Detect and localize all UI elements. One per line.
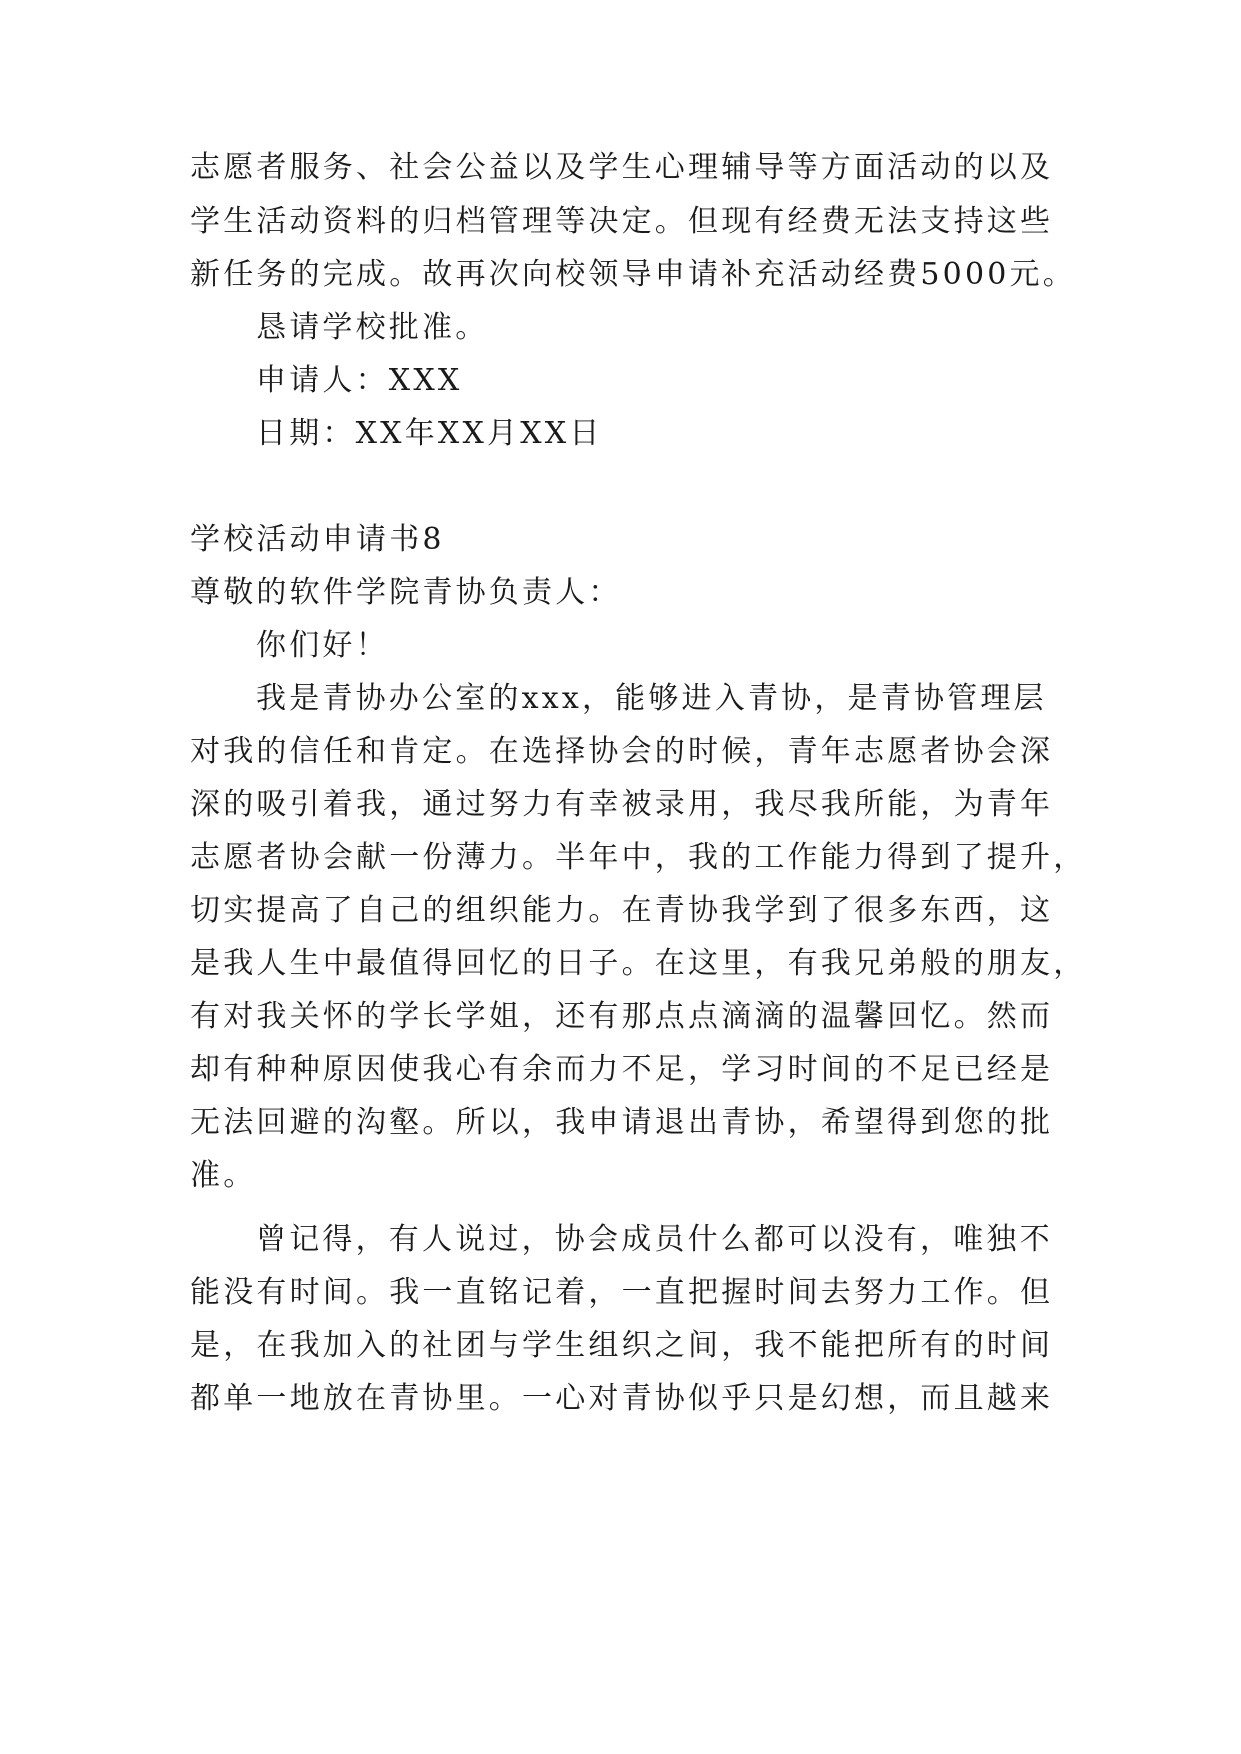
salutation: 尊敬的软件学院青协负责人：	[190, 575, 622, 610]
closing-line: 恳请学校批准。	[256, 310, 489, 345]
date-line: 日期：XX年XX月XX日	[256, 416, 603, 451]
paragraph-line: 志愿者协会献一份薄力。半年中，我的工作能力得到了提升，	[190, 840, 1087, 875]
text-line: 学生活动资料的归档管理等决定。但现有经费无法支持这些	[190, 204, 1054, 239]
paragraph-line: 深的吸引着我，通过努力有幸被录用，我尽我所能，为青年	[190, 787, 1054, 822]
paragraph-line: 能没有时间。我一直铭记着，一直把握时间去努力工作。但	[190, 1275, 1054, 1310]
paragraph-line: 是我人生中最值得回忆的日子。在这里，有我兄弟般的朋友，	[190, 946, 1087, 981]
applicant-line: 申请人：XXX	[256, 363, 463, 398]
paragraph-line: 准。	[190, 1158, 257, 1193]
paragraph-line: 有对我关怀的学长学姐，还有那点点滴滴的温馨回忆。然而	[190, 999, 1054, 1034]
greeting: 你们好！	[256, 628, 389, 663]
paragraph-line: 无法回避的沟壑。所以，我申请退出青协，希望得到您的批	[190, 1105, 1054, 1140]
paragraph-line: 对我的信任和肯定。在选择协会的时候，青年志愿者协会深	[190, 734, 1054, 769]
paragraph-line: 我是青协办公室的xxx，能够进入青协，是青协管理层	[256, 681, 1047, 716]
paragraph-line: 却有种种原因使我心有余而力不足，学习时间的不足已经是	[190, 1052, 1054, 1087]
text-line: 志愿者服务、社会公益以及学生心理辅导等方面活动的以及	[190, 150, 1054, 185]
paragraph-line: 曾记得，有人说过，协会成员什么都可以没有，唯独不	[256, 1222, 1053, 1257]
paragraph-line: 是，在我加入的社团与学生组织之间，我不能把所有的时间	[190, 1328, 1054, 1363]
paragraph-line: 切实提高了自己的组织能力。在青协我学到了很多东西，这	[190, 893, 1054, 928]
text-line: 新任务的完成。故再次向校领导申请补充活动经费5000元。	[190, 257, 1076, 292]
section-title: 学校活动申请书8	[190, 522, 445, 557]
paragraph-line: 都单一地放在青协里。一心对青协似乎只是幻想，而且越来	[190, 1381, 1054, 1416]
